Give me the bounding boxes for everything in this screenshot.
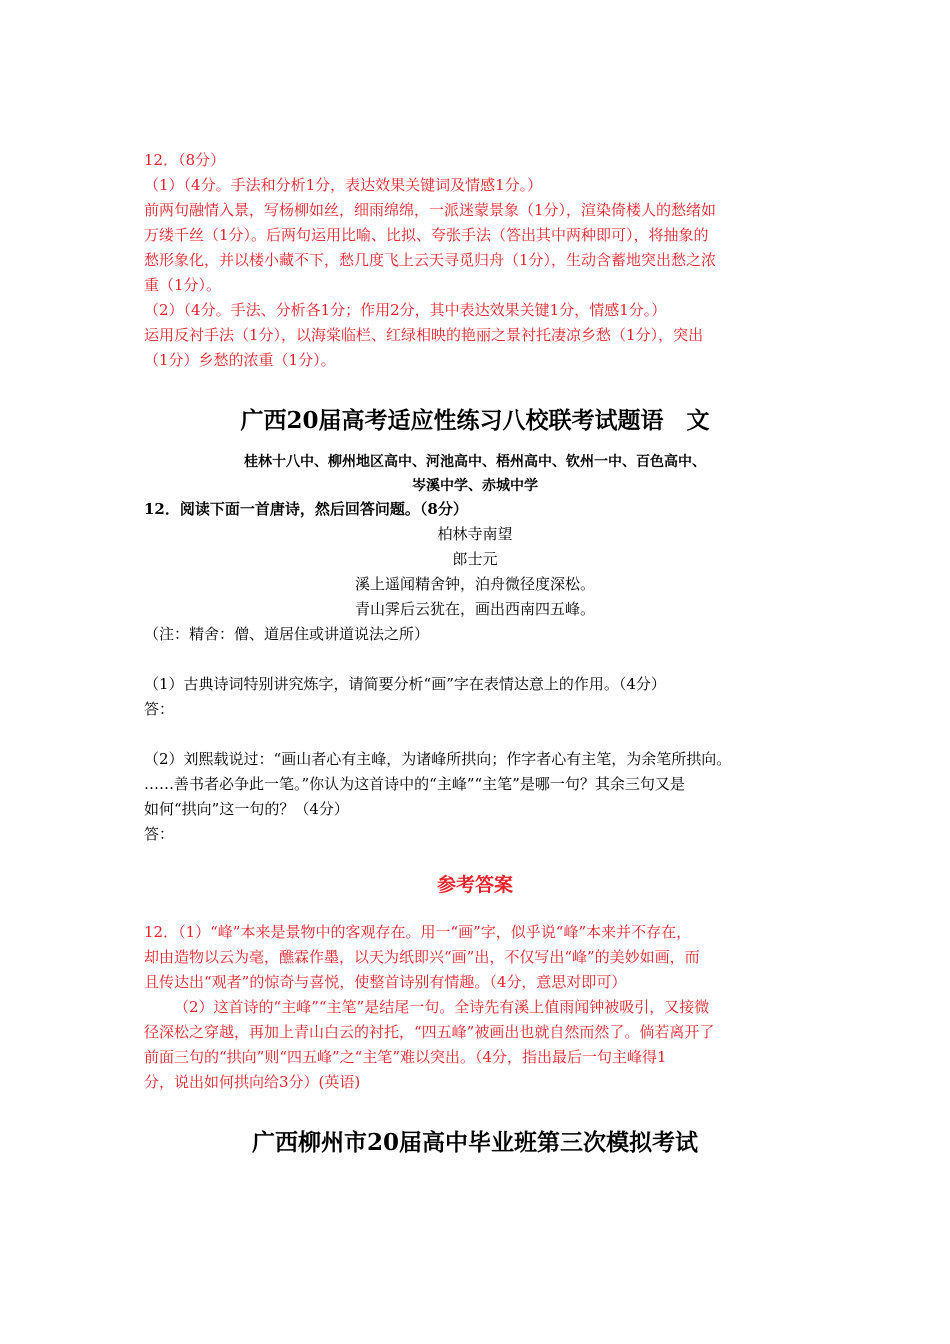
exam-title: 广西柳州市20届高中毕业班第三次模拟考试 bbox=[251, 1129, 698, 1156]
question-text: （1）古典诗词特别讲究炼字，请简要分析“画”字在表情达意上的作用。（4分） bbox=[144, 675, 666, 693]
answer-line: （1分）乡愁的浓重（1分）。 bbox=[144, 351, 336, 369]
poem-title: 柏林寺南望 bbox=[437, 525, 513, 543]
poem-note: （注：精舍：僧、道居住或讲道说法之所） bbox=[144, 625, 430, 643]
schools-line: 桂林十八中、柳州地区高中、河池高中、梧州高中、钦州一中、百色高中、 bbox=[244, 454, 706, 470]
answer-line: 重（1分）。 bbox=[144, 276, 222, 294]
question-heading: 12．阅读下面一首唐诗，然后回答问题。（8分） bbox=[144, 500, 468, 518]
answer-line: 12．（8分） bbox=[144, 151, 226, 169]
reference-answer bbox=[144, 920, 809, 1095]
answer-label: 答： bbox=[144, 825, 175, 843]
question-block bbox=[144, 497, 809, 522]
answer-line: 万缕千丝（1分）。后两句运用比喻、比拟、夸张手法（答出其中两种即可），将抽象的 bbox=[144, 226, 709, 244]
poem-line: 青山霁后云犹在，画出西南四五峰。 bbox=[354, 600, 595, 618]
answer-line: 前两句融情入景，写杨柳如丝，细雨绵绵，一派迷蒙景象（1分），渲染倚楼人的愁绪如 bbox=[144, 201, 717, 219]
answer-line: 却由造物以云为毫，醮霖作墨，以天为纸即兴“画”出，不仅写出“峰”的美妙如画，而 bbox=[144, 948, 700, 966]
schools-line: 岑溪中学、赤城中学 bbox=[412, 478, 538, 494]
poem-note-block bbox=[144, 622, 809, 647]
answer-section-12 bbox=[144, 148, 809, 373]
answer-line: 运用反衬手法（1分），以海棠临栏、红绿相映的艳丽之景衬托凄凉乡愁（1分），突出 bbox=[144, 326, 704, 344]
poem-author: 郎士元 bbox=[452, 550, 498, 568]
answer-label: 答： bbox=[144, 700, 175, 718]
answer-line: 且传达出“观者”的惊奇与喜悦，使整首诗别有情趣。（4分，意思对即可） bbox=[144, 973, 627, 991]
subquestion-2 bbox=[144, 747, 809, 847]
answer-heading: 参考答案 bbox=[436, 874, 513, 896]
answer-line: （2）这首诗的“主峰”“主笔”是结尾一句。全诗先有溪上值雨闻钟被吸引，又接微 bbox=[174, 998, 710, 1016]
answer-line: （2）（4分。手法、分析各1分；作用2分，其中表达效果关键1分，情感1分。） bbox=[144, 301, 667, 319]
exam-title: 广西20届高考适应性练习八校联考试题语 文 bbox=[240, 407, 710, 434]
question-text: 如何“拱向”这一句的？（4分） bbox=[144, 800, 349, 818]
answer-line: 愁形象化，并以楼小藏不下，愁几度飞上云天寻觅归舟（1分），生动含蓄地突出愁之浓 bbox=[144, 251, 717, 269]
subquestion-1 bbox=[144, 672, 809, 722]
answer-line: （1）（4分。手法和分析1分，表达效果关键词及情感1分。） bbox=[144, 176, 543, 194]
question-text: （2）刘熙载说过：“画山者心有主峰，为诸峰所拱向；作字者心有主笔，为余笔所拱向。 bbox=[144, 750, 732, 768]
poem-line: 溪上遥闻精舍钟，泊舟微径度深松。 bbox=[354, 575, 595, 593]
answer-line: 径深松之穿越，再加上青山白云的衬托，“四五峰”被画出也就自然而然了。倘若离开了 bbox=[144, 1023, 715, 1041]
answer-line: 12．（1）“峰”本来是景物中的客观存在。用一“画”字，似乎说“峰”本来并不存在， bbox=[144, 923, 692, 941]
answer-line: 分，说出如何拱向给3分）(英语) bbox=[144, 1073, 361, 1091]
answer-line: 前面三句的“拱向”则“四五峰”之“主笔”难以突出。（4分，指出最后一句主峰得1 bbox=[144, 1048, 667, 1066]
question-text: ……善书者必争此一笔。”你认为这首诗中的“主峰”“主笔”是哪一句？其余三句又是 bbox=[144, 775, 685, 793]
